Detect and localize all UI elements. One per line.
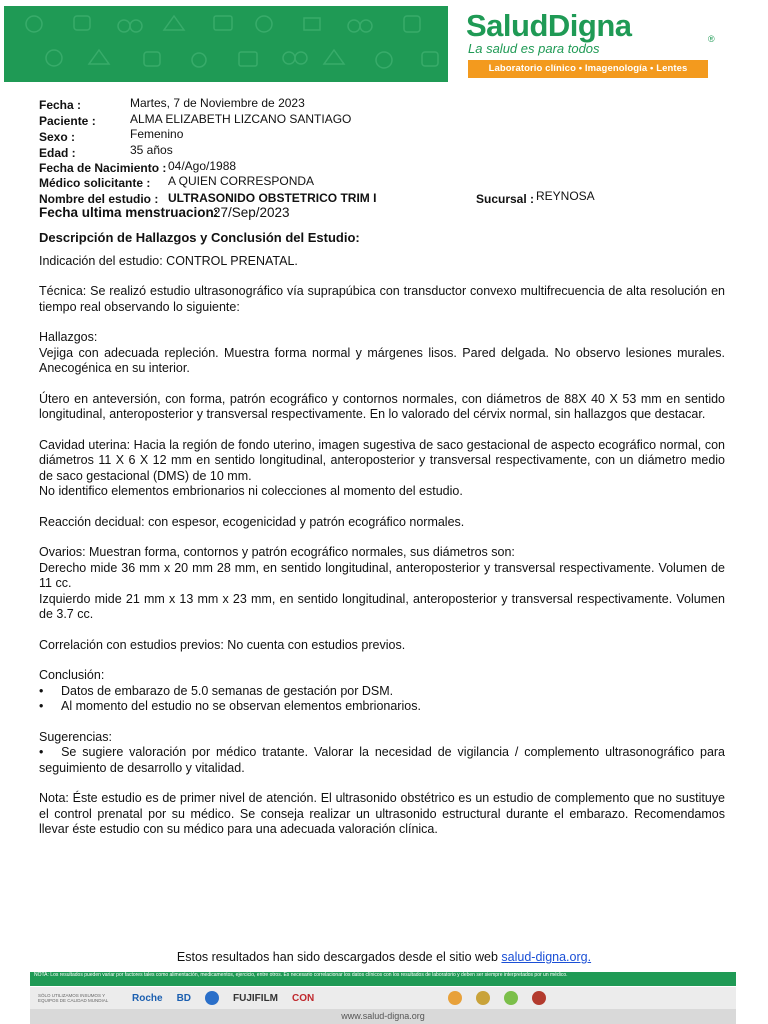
medico-label: Médico solicitante : xyxy=(39,176,151,190)
bullet-icon: • xyxy=(39,699,44,713)
brand-name: SaludDigna xyxy=(466,8,632,43)
partner-logos xyxy=(30,987,736,1009)
salud-digna-logo xyxy=(462,8,762,82)
sugerencia-text: Se sugiere valoración por médico tratante. Valorar la necesidad de vigilancia / complemento ultrasonográfico para seguimiento de desarrollo y vitalidad. xyxy=(39,745,726,775)
list-item xyxy=(39,699,725,715)
fum-label: Fecha ultima menstruacion: xyxy=(39,205,219,220)
bullet-icon: • xyxy=(39,683,44,698)
estudio-label: Nombre del estudio : xyxy=(39,192,159,206)
medico-value: A QUIEN CORRESPONDA xyxy=(168,174,315,188)
footer-note: NOTA: Los resultados pueden variar por factores tales como alimentación, medicamentos, ejercicio, entre otros. Es necesario correlacionar los datos clínicos con los resultados de laboratorio y deben ser siempre interpretados por un médico. xyxy=(30,972,736,986)
cavidad-section xyxy=(39,438,725,500)
quality-statement: SÓLO UTILIZAMOS INSUMOS Y EQUIPOS DE CALIDAD MUNDIAL xyxy=(38,993,109,1003)
sugerencias-section xyxy=(39,730,725,777)
certification-icon xyxy=(504,991,518,1005)
bd-logo: BD xyxy=(176,992,192,1004)
fecha-label: Fecha : xyxy=(39,98,82,112)
correlacion: Correlación con estudios previos: No cuenta con estudios previos. xyxy=(39,637,406,652)
sexo-value: Femenino xyxy=(130,127,184,141)
fecha-value: Martes, 7 de Noviembre de 2023 xyxy=(130,96,305,110)
services-bar: Laboratorio clínico • Imagenología • Lentes xyxy=(468,60,708,78)
list-item xyxy=(39,684,725,700)
ovario-izquierdo: Izquierdo mide 21 mm x 13 mm x 23 mm, en sentido longitudinal, anteroposterior y transversal respectivamente. Volumen de 3.7 cc. xyxy=(39,591,725,621)
tecnica: Técnica: Se realizó estudio ultrasonográfico vía suprapúbica con transductor convexo multifrecuencia de alta resolución en tiempo real observando lo siguiente: xyxy=(39,284,725,314)
fum-value: 27/Sep/2023 xyxy=(213,205,290,220)
embrion: No identifico elementos embrionarios ni colecciones al momento del estudio. xyxy=(39,484,463,498)
utero: Útero en anteversión, con forma, patrón ecográfico y contornos normales, con diámetros de 88X 40 X 53 mm en sentido longitudinal, anteroposterior y transversal respectivamente. En lo valorado del cérvix normal, sin hallazgos que destacar. xyxy=(39,391,725,421)
conclusion-item: Al momento del estudio no se observan elementos embrionarios. xyxy=(61,699,421,713)
nota: Nota: Éste estudio es de primer nivel de atención. El ultrasonido obstétrico es un estudio de complemento que no sustituye el control prenatal por su médico. Se conseja realizar un ultrasonido estructural durante el embarazo. Recomendamos llevar éste estudio con su médico para una adecuada valoración clínica. xyxy=(39,791,725,836)
edad-label: Edad : xyxy=(39,146,76,160)
bullet-icon: • xyxy=(39,745,44,759)
paciente-value: ALMA ELIZABETH LIZCANO SANTIAGO xyxy=(130,112,352,126)
registered-mark: ® xyxy=(708,34,715,44)
estudio-value: ULTRASONIDO OBSTETRICO TRIM I xyxy=(168,191,377,205)
sucursal-label: Sucursal : xyxy=(476,192,535,206)
sugerencias-title: Sugerencias: xyxy=(39,729,112,744)
patient-info xyxy=(39,96,739,221)
conclusion-title: Conclusión: xyxy=(39,668,105,682)
site-link[interactable]: salud-digna.org. xyxy=(501,950,592,964)
brand-tagline: La salud es para todos xyxy=(468,41,600,56)
certification-icon xyxy=(532,991,546,1005)
cavidad: Cavidad uterina: Hacia la región de fondo uterino, imagen sugestiva de saco gestacional de aspecto ecográfico normal, con diámetros 11 X 6 X 12 mm en sentido longitudinal, anteroposterior y transversal respectivamente, con un diámetro medio de saco gestacional (DMS) de 10 mm. xyxy=(39,437,725,483)
decidual: Reacción decidual: con espesor, ecogenicidad y patrón ecográfico normales. xyxy=(39,514,465,529)
fujifilm-logo: FUJIFILM xyxy=(233,992,279,1004)
health-pattern-icon xyxy=(4,6,448,82)
sexo-label: Sexo : xyxy=(39,130,76,144)
partner-seal-icon xyxy=(205,991,219,1005)
download-text: Estos resultados han sido descargados desde el sitio web xyxy=(176,950,498,964)
header-banner xyxy=(4,6,448,82)
footer-site: www.salud-digna.org xyxy=(30,1009,736,1024)
indicacion: Indicación del estudio: CONTROL PRENATAL. xyxy=(39,253,298,268)
hallazgos-section xyxy=(39,330,725,377)
ovarios-section xyxy=(39,545,725,623)
ovario-derecho: Derecho mide 36 mm x 20 mm 28 mm, en sentido longitudinal, anteroposterior y transversal respectivamente. Volumen de 11 cc. xyxy=(39,560,725,590)
hallazgos-title: Hallazgos: xyxy=(39,330,98,344)
report-heading: Descripción de Hallazgos y Conclusión del Estudio: xyxy=(39,230,360,245)
ovarios: Ovarios: Muestran forma, contornos y patrón ecográfico normales, sus diámetros son: xyxy=(39,545,515,559)
award-seal-icon xyxy=(476,991,490,1005)
con-logo: CON xyxy=(292,992,315,1004)
sucursal-value: REYNOSA xyxy=(536,189,595,203)
nacimiento-label: Fecha de Nacimiento : xyxy=(39,161,167,175)
edad-value: 35 años xyxy=(130,143,173,157)
sugerencia-item xyxy=(39,745,725,776)
conclusion-section xyxy=(39,668,725,715)
roche-logo: Roche xyxy=(132,992,163,1004)
paciente-label: Paciente : xyxy=(39,114,96,128)
vejiga: Vejiga con adecuada repleción. Muestra forma normal y márgenes lisos. Pared delgada. No observo lesiones murales. Anecogénica en su interior. xyxy=(39,345,725,375)
nacimiento-value: 04/Ago/1988 xyxy=(168,159,237,173)
download-notice xyxy=(0,950,768,964)
report-body xyxy=(39,230,725,853)
conclusion-item: Datos de embarazo de 5.0 semanas de gestación por DSM. xyxy=(61,683,394,698)
award-seal-icon xyxy=(448,991,462,1005)
